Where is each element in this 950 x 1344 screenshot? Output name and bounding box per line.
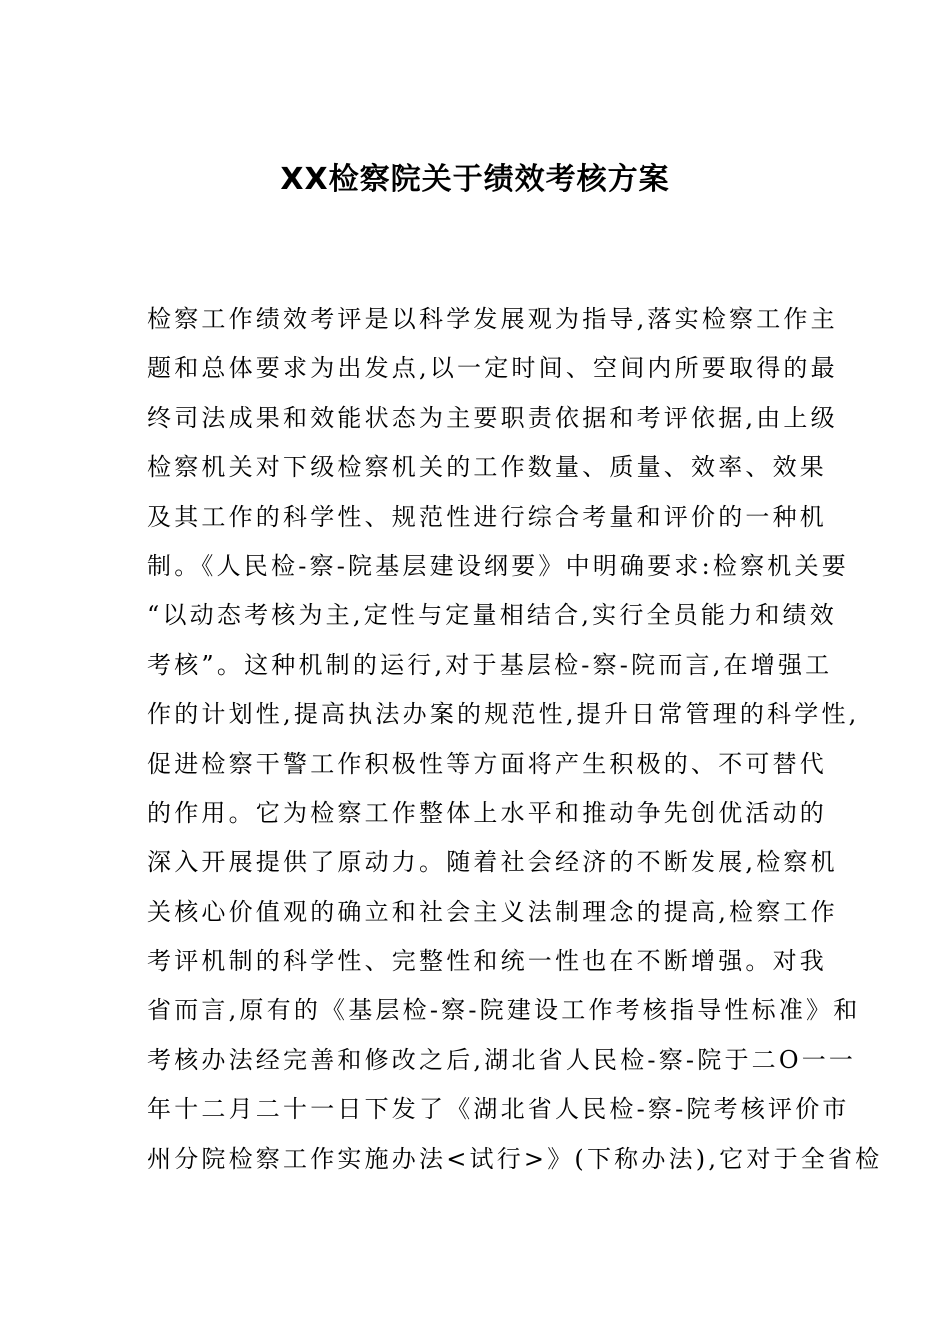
body-line: 检察机关对下级检察机关的工作数量、质量、效率、效果 <box>147 453 827 482</box>
body-line: 关核心价值观的确立和社会主义法制理念的提高,检察工作 <box>147 897 838 926</box>
document-body <box>147 295 883 1184</box>
body-line: 促进检察干警工作积极性等方面将产生积极的、不可替代 <box>147 749 827 778</box>
body-line: 年十二月二十一日下发了《湖北省人民检-察-院考核评价市 <box>147 1095 850 1124</box>
body-line: 的作用。它为检察工作整体上水平和推动争先创优活动的 <box>147 798 827 827</box>
body-line: 深入开展提供了原动力。随着社会经济的不断发展,检察机 <box>147 848 838 877</box>
body-line: 及其工作的科学性、规范性进行综合考量和评价的一种机 <box>147 502 827 531</box>
body-line: 州分院检察工作实施办法<试行>》(下称办法),它对于全省检 <box>147 1144 883 1173</box>
body-line: 省而言,原有的《基层检-察-院建设工作考核指导性标准》和 <box>147 996 861 1025</box>
body-line: 考核办法经完善和修改之后,湖北省人民检-察-院于二O一一 <box>147 1045 857 1074</box>
body-line: 终司法成果和效能状态为主要职责依据和考评依据,由上级 <box>147 403 838 432</box>
body-line: “以动态考核为主,定性与定量相结合,实行全员能力和绩效 <box>147 601 837 630</box>
body-line: 考评机制的科学性、完整性和统一性也在不断增强。对我 <box>147 947 827 976</box>
body-line: 作的计划性,提高执法办案的规范性,提升日常管理的科学性, <box>147 700 860 729</box>
body-line: 考核”。这种机制的运行,对于基层检-察-院而言,在增强工 <box>147 650 833 679</box>
body-line: 题和总体要求为出发点,以一定时间、空间内所要取得的最 <box>147 354 838 383</box>
body-line: 检察工作绩效考评是以科学发展观为指导,落实检察工作主 <box>147 305 838 333</box>
document-title: XX检察院关于绩效考核方案 <box>280 162 670 197</box>
body-line: 制。《人民检-察-院基层建设纲要》中明确要求:检察机关要 <box>147 551 849 580</box>
